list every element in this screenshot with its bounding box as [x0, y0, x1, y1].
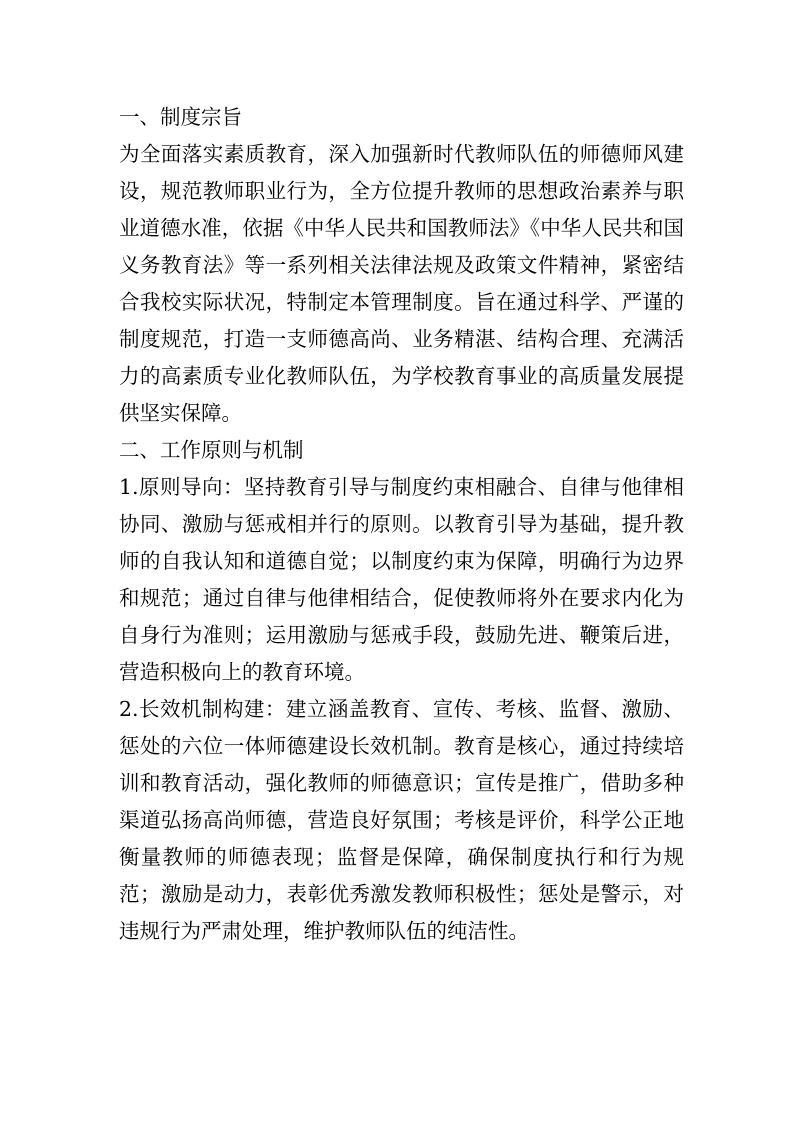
section-heading-purpose: 一、制度宗旨: [119, 105, 242, 129]
paragraph-purpose: 为全面落实素质教育，深入加强新时代教师队伍的师德师风建设，规范教师职业行为，全方位提升教师的思想政治素养与职业道德水准，依据《中华人民共和国教师法》《中华人民共和国义务教育法》等一系列相关法律法规及政策文件精神，紧密结合我校实际状况，特制定本管理制度。旨在通过科学、严谨的制度规范，打造一支师德高尚、业务精湛、结构合理、充满活力的高素质专业化教师队伍，为学校教育事业的高质量发展提供坚实保障。: [119, 142, 684, 425]
section-heading-principles: 二、工作原则与机制: [119, 438, 304, 462]
document-body: [119, 99, 684, 950]
paragraph-principle-guidance: 1.原则导向：坚持教育引导与制度约束相融合、自律与他律相协同、激励与惩戒相并行的原则。以教育引导为基础，提升教师的自我认知和道德自觉；以制度约束为保障，明确行为边界和规范；通过自律与他律相结合，促使教师将外在要求内化为自身行为准则；运用激励与惩戒手段，鼓励先进、鞭策后进，营造积极向上的教育环境。: [119, 475, 684, 684]
paragraph-long-term-mechanism: 2.长效机制构建：建立涵盖教育、宣传、考核、监督、激励、惩处的六位一体师德建设长效机制。教育是核心，通过持续培训和教育活动，强化教师的师德意识；宣传是推广，借助多种渠道弘扬高尚师德，营造良好氛围；考核是评价，科学公正地衡量教师的师德表现；监督是保障，确保制度执行和行为规范；激励是动力，表彰优秀激发教师积极性；惩处是警示，对违规行为严肃处理，维护教师队伍的纯洁性。: [119, 697, 684, 943]
